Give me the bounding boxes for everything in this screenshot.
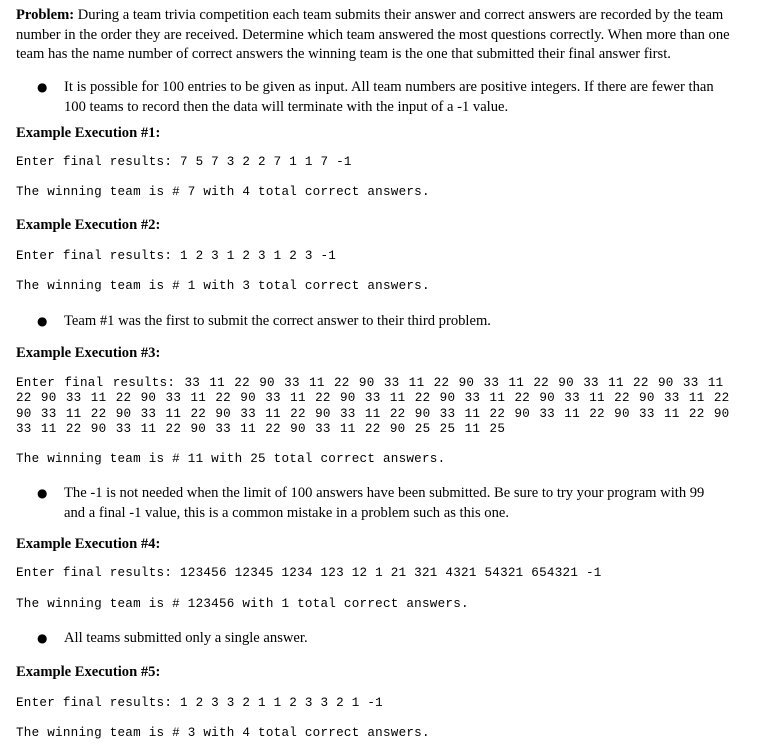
example-4-output: The winning team is # 123456 with 1 total correct answers. (16, 597, 469, 611)
example-2-output: The winning team is # 1 with 3 total correct answers. (16, 279, 430, 293)
example-3-output: The winning team is # 11 with 25 total correct answers. (16, 452, 446, 466)
example-2-input: Enter final results: 1 2 3 1 2 3 1 2 3 -1 (16, 249, 337, 263)
bullet-icon: ● (37, 314, 48, 328)
note-text: It is possible for 100 entries to be given as input. All team numbers are positive integers. If there are fewer than 100 teams to record then the data will terminate with the input of a -1 value. (64, 79, 714, 115)
problem-text: During a team trivia competition each team submits their answer and correct answers are recorded by the team number in the order they are received. Determine which team answered the most questions correctly. When more than one team has the name number of correct answers the winning team is the one that submitted their final answer first. (16, 7, 730, 62)
example-1-heading: Example Execution #1: (16, 125, 161, 141)
bullet-icon: ● (37, 486, 48, 500)
example-4-input: Enter final results: 123456 12345 1234 123 12 1 21 321 4321 54321 654321 -1 (16, 566, 602, 580)
note-text: All teams submitted only a single answer. (64, 630, 308, 646)
note-text: The -1 is not needed when the limit of 100 answers have been submitted. Be sure to try your program with 99 and a final -1 value, this is a common mistake in a problem such as this one. (64, 485, 705, 521)
example-5-heading: Example Execution #5: (16, 664, 161, 680)
example-3-heading: Example Execution #3: (16, 345, 161, 361)
example-1-output: The winning team is # 7 with 4 total correct answers. (16, 185, 430, 199)
note-text: Team #1 was the first to submit the correct answer to their third problem. (64, 313, 491, 329)
problem-statement (16, 6, 746, 65)
example-5-input: Enter final results: 1 2 3 3 2 1 1 2 3 3 2 1 -1 (16, 696, 383, 710)
example-2-heading: Example Execution #2: (16, 217, 161, 233)
example-4-heading: Example Execution #4: (16, 536, 161, 552)
example-5-output: The winning team is # 3 with 4 total correct answers. (16, 726, 430, 740)
example-1-input: Enter final results: 7 5 7 3 2 2 7 1 1 7 -1 (16, 155, 352, 169)
bullet-icon: ● (37, 631, 48, 645)
bullet-icon: ● (37, 80, 48, 94)
problem-label: Problem: (16, 7, 75, 23)
example-3-input: Enter final results: 33 11 22 90 33 11 22 90 33 11 22 90 33 11 22 90 33 11 22 90 33 11 22 90 33 11 22 90 33 11 22 90 33 11 22 90 33 11 22 90 33 11 22 90 33 11 22 90 33 11 22 90 33 11 22 90 33 11 22 90 33 11 22 90 33 11 22 90 33 11 22 90 33 11 22 90 33 11 22 90 33 11 22 90 33 11 22 90 33 11 22 90 33 11 22 90 25 25 11 25 (16, 376, 730, 436)
